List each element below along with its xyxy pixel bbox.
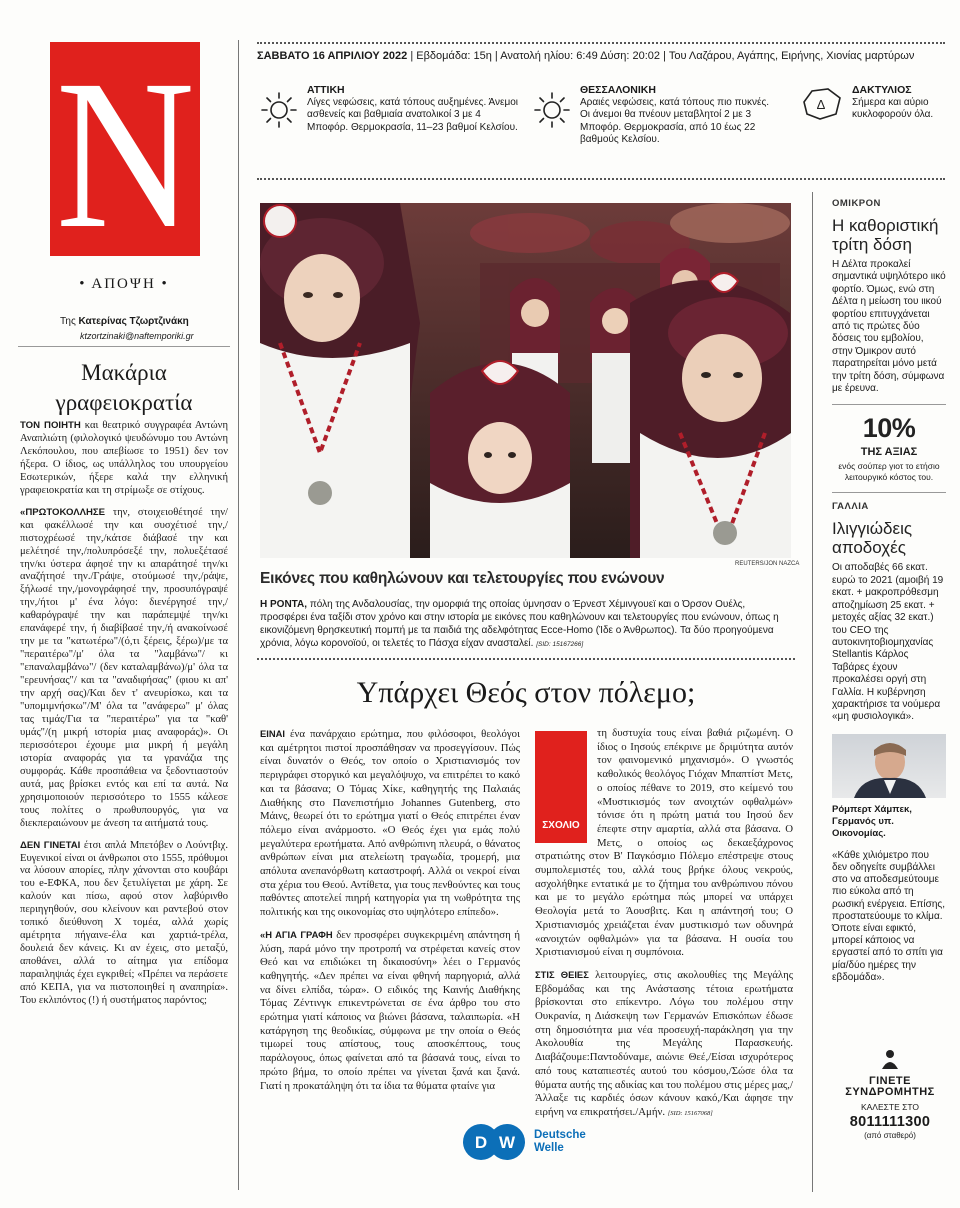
comment-label-box xyxy=(535,731,587,843)
paragraph-lead: ΔΕΝ ΓΙΝΕΤΑΙ xyxy=(20,839,81,851)
name-days: Του Λαζάρου, Αγάπης, Ειρήνης, Χιονίας μαρτύρων xyxy=(668,50,915,62)
opinion-title-line1: Μακάρια xyxy=(81,360,167,385)
subscribe-line2: ΣΥΝΔΡΟΜΗΤΗΣ xyxy=(845,1086,935,1098)
paragraph-lead: ΤΟΝ ΠΟΙΗΤΗ xyxy=(20,420,81,431)
subscribe-heading xyxy=(840,1076,940,1098)
dotted-divider xyxy=(257,658,795,660)
paragraph-lead: ΕΙΝΑΙ xyxy=(260,728,286,739)
subscribe-call: ΚΑΛΕΣΤΕ ΣΤΟ xyxy=(860,1102,920,1112)
article-title: Υπάρχει Θεός στον πόλεμο; xyxy=(356,676,696,709)
dw-letter-w: W xyxy=(498,1133,516,1152)
paragraph-lead: «ΠΡΩΤΟΚΟΛΛΗΣΕ xyxy=(20,506,106,518)
opinion-title xyxy=(18,358,230,418)
weather-region: ΑΤΤΙΚΗ xyxy=(307,84,345,96)
issue-date: ΣΑΒΒΑΤΟ 16 ΑΠΡΙΛΙΟΥ 2022 xyxy=(257,50,408,62)
paragraph-text: έτσι απλά Μπετόβεν ο Λούντβιχ. Ευγενικοί είναι οι άνθρωποι στο 1555, πρόθυμοι να λύσουν απορίες, πλην χάνονται στο κουβάρι του e-ΕΦΚΑ, που δεν ξετυλίγεται με χάρη. Σε καλούν και πίσω, αφού στον λαβύρινθο περιηγηθούν, σου κλείνουν και ραντεβού στον τοπικό διεύθυνση Χ τομέα, αλλά χωρίς αμέτρητα πήγαινε-έλα και χαρτιά-τρέλα, δουλειά δεν κάνεις. Κι αν έχεις, στο μεταξύ, αποθάνει, αλλά το αίτημα για επίδομα παραιληψιάς έχει εγκριθεί; «Πρέπει να περάσετε από ΚΕΠΑ, για να πιστοποιηθεί η αναπηρία». Του εκλιπόντος (!) ή συστήματος παρόντος; xyxy=(20,839,228,1006)
photo-caption-title: Εικόνες που καθηλώνουν και τελετουργίες που ενώνουν xyxy=(260,570,665,587)
dotted-divider xyxy=(257,178,945,180)
caption-text: πόλη της Ανδαλουσίας, την ομορφιά της οποίας ύμνησαν ο Έρνεστ Χέμινγουεϊ και ο Όρσον Ουέλς, προσφέρει ένα ταξίδι στον χρόνο και στην ιστορία με εικόνες που καθηλώνουν και τελετουργίες που ενώνουν, όπως η εικονιζόμενη θρησκευτική πομπή με τα παιδιά της αδελφότητας Ecce-Homo (Ίδε ο Άνθρωπος). Τα δύο προηγούμενα χρόνια, λόγω κορονοϊού, οι τελετές το Πάσχα είχαν ανασταλεί. xyxy=(260,599,779,649)
paragraph xyxy=(20,507,228,831)
procession-children-illustration xyxy=(260,203,791,558)
weather-traffic-ring xyxy=(816,84,947,122)
author-name: Κατερίνας Τζωρτζινάκη xyxy=(78,316,189,327)
article-ref: [SID: 15167068] xyxy=(667,1109,713,1117)
opinion-title-line2: γραφειοκρατία xyxy=(55,390,193,415)
comment-label: ΣΧΟΛΙΟ xyxy=(542,820,580,832)
weather-text: Σήμερα και αύριο κυκλοφορούν όλα. xyxy=(852,96,934,121)
weather-text: Αραιές νεφώσεις, κατά τόπους πιο πυκνές. Οι άνεμοι θα πνέουν μεταβλητοί 2 με 3 Μποφόρ. Θερμοκρασία, από 10 έως 22 βαθμούς Κελσίου. xyxy=(580,96,770,146)
author-byline xyxy=(60,316,189,327)
article-column-1 xyxy=(260,727,520,1101)
sun-cloud-icon xyxy=(532,90,572,130)
person-quote: «Κάθε χιλιόμετρο που δεν οδηγείτε συμβάλλει στο να αποδεσμεύτουμε πιο εύκολα από τη ρωσική ενέργεια. Επίσης, προστατεύουμε το κλίμα. Όποτε είναι εφικτό, μπορεί κάποιος να εργαστεί από το σπίτι για μία/δύο ημέρες την εβδομάδα». xyxy=(832,849,945,983)
paragraph-text: την, στοιχειοθέτησέ την/ και φακέλλωσέ την και συσχέτισέ την,/ πιστοχρέωσέ την,/κάτσε διάβασέ την και μελέτησέ την,/πολυπρόσεξέ την, πολυεξέτασέ την/κι ύστερα άφησέ την κι απαράτησέ την/κι αναζήτησέ την./Γράψε, στούμωσέ την,/ράψε, ξήλωσέ την,/μονογράφησέ την, προσυπόγραψέ την,/ήτοι μ' ένα λόγο: διενέργησέ την,/καθαρόγραψέ την και παράπεμψέ την/κι επανάφερέ την, ή διαβίβασέ την,/ή ανακοίνωσέ την με τα "κατωτέρω"/(ό,τι ξέρεις, ξέρω)/με τα "περαιτέρω"/μ' όλα τα "λαμβάνω"/ κι "επαναλαμβάνω"/ (δεν καταλαμβάνω)/μ' όλα τα "ερευνήσας"/ και τα "αναδιφήσας" (φιου κι απ' την αρχή σας)/Και δεν τ' ανευρίσκω, και τα "υπομιμνήσκω"/Μ' όλα τα "ανάφερω" μ' όλας τας τιμάς/Για τα "περαιτέρω" για τα "καθ' υμάς"/(η μικρή ιστορία μιας αναφοράς)». Οι περισσότεροι έχουμε μια μικρή ή μεγάλη ιστορία αναφοράς για τα γρανάζια της συμφοράς. Κάθε προσπάθεια να ξεδοντιαστούν αυτά, μας βρίσκει εντός και επί τα αυτά. Να χρησιμοποιούν περισσότερο το 1555 κάλεσε τους πολίτες ο πρωθυπουργός, για να διεκπεραιώνουν με άνεση τα αιτήματά τους. xyxy=(20,506,228,829)
weather-attica xyxy=(307,84,522,134)
paragraph xyxy=(20,840,228,1008)
paragraph xyxy=(20,420,228,498)
caption-ref: [SID: 15167266] xyxy=(536,641,584,648)
brief-body: Η Δέλτα προκαλεί σημαντικά υψηλότερο ιικό φορτίο. Όμως, ενώ στη Δέλτα η μείωση του ιικού φορτίου επιτυγχάνεται από τις πρώτες δύο δόσεις του εμβολίου, στην Όμικρον αυτό παρατηρείται μόνο μετά την τρίτη δόση, σύμφωνα με έρευνα. xyxy=(832,259,946,395)
dw-line1: Deutsche xyxy=(534,1129,586,1141)
person-silhouette xyxy=(832,734,946,798)
author-prefix: Της xyxy=(60,316,76,327)
brief-title: Η καθοριστική τρίτη δόση xyxy=(832,216,939,254)
stat-note: ενός σούπερ γιοτ το ετήσιο λειτουργικό κόστος του. xyxy=(838,461,940,483)
caption-lead: Η ΡΟΝΤΑ, xyxy=(260,599,308,610)
photo-caption xyxy=(260,598,792,651)
newspaper-logo xyxy=(50,40,200,273)
sun-cloud-icon xyxy=(259,90,299,130)
subscribe-line1: ΓΙΝΕΤΕ xyxy=(868,1075,911,1087)
weather-region: ΔΑΚΤΥΛΙΟΣ xyxy=(852,84,912,96)
paragraph-text: τη δυστυχία τους είναι βαθιά ριζωμένη. Ο ίδιος ο Ιησούς επέκρινε με δριμύτητα αυτόν τον φαινομενικό μηχανισμό». Ο γνωστός καθολικός θεολόγος Γιόχαν Μπαπτίστ Μετς, ο οποίος πέθανε το 2019, στο κείμενό του «Μυστικισμός των ανοιχτών οφθαλμών» τόνισε ότι η πρώτη ματιά του Ιησού δεν έπεφτε στην αμαρτία, αλλά στα βάσανα. Ο Μετς, ο οποίος ως δεκαεξάχρονος στρατιώτης στον Β' Παγκόσμιο Πόλεμο επέστρεψε στους συμπολεμιστές του, αλλά τους βρήκε όλους νεκρούς, ασχολήθηκε εντατικά με το ζήτημα του ανθρώπινου πόνου και με το μεγάλο ερώτημα πώς μπορεί να υπάρχει Θεολογία μετά το Άουσβιτς. Και η απάντησή του; Ο Χριστιανισμός χρειάζεται έναν μυστικισμό των οδυνηρά «ανοιχτών οφθαλμών» για τα βάσανα. Η ουσία του Χριστιανισμού είναι η συμπόνοια. xyxy=(535,727,793,959)
reader-icon xyxy=(877,1049,903,1069)
person-caption: Ρόμπερτ Χάμπεκ, Γερμανός υπ. Οικονομίας. xyxy=(832,803,912,839)
svg-text:Δ: Δ xyxy=(816,97,826,112)
ring-zone-icon xyxy=(798,86,844,122)
paragraph-text: δεν προσφέρει συγκεκριμένη απάντηση ή λύση, παρά μόνο την προτροπή να στρέφεται κανείς στον Θεό και να επιδιώκει τη δικαιοσύνη» λέει ο Γερμανός καθηγητής. «Δεν πρέπει να είναι φθηνή παρηγοριά, αλλά να δίνει ελπίδα, τώρα». Ο ειδικός της Καινής Διαθήκης Τόμας Ζέντινγκ επικεντρώνεται σε ένα άρθρο του στο ερώτημα γιατί κάποιος να βιώνει βάσανα, ταλαιπωρία. «Η κατάργηση της θεοδικίας, σύμφωνα με την οποία ο Θεός τιμωρεί τους απίστους, τους αποσκέπτους, τους παράλογους, όπως φαίνεται από τα βάσανά τους, είναι το πρώτο βήμα, το οποίο πρέπει να γίνεται ξανά και ξανά. Γιατί η προκατάληψη ότι τα ίδια τα θύματα φταίνε για xyxy=(260,928,520,1092)
paragraph xyxy=(260,727,520,920)
logo-letter: N xyxy=(55,40,195,273)
sunrise-sunset: Ανατολή ηλίου: 6:49 Δύση: 20:02 xyxy=(500,50,661,62)
procession-photo xyxy=(260,203,791,558)
dw-line2: Welle xyxy=(534,1142,564,1154)
stat-percent: 10% xyxy=(862,413,916,444)
date-line: ΣΑΒΒΑΤΟ 16 ΑΠΡΙΛΙΟΥ 2022 | Εβδομάδα: 15η | Ανατολή ηλίου: 6:49 Δύση: 20:02 | Του Λαζάρου, Αγάπης, Ειρήνης, Χιονίας μαρτύρων xyxy=(257,50,915,62)
paragraph xyxy=(535,968,793,1121)
brief-body: Οι αποδαβές 66 εκατ. ευρώ το 2021 (αμοιβή 19 εκατ. + μακροπρόθεσμη αποζημίωση 25 εκατ. + μετοχές αξίας 32 εκατ.) του CEO της αυτοκινητοβιομηχανίας Stellantis Κάρλος Ταβάρες έχουν προκαλέσει οργή στη Γαλλία. Η κυβέρνηση χαρακτήρισε τα νούμερα «μη φυσιολογικά». xyxy=(832,562,944,723)
stat-label: ΤΗΣ ΑΞΙΑΣ xyxy=(860,446,918,459)
paragraph xyxy=(535,727,793,960)
week-number: Εβδομάδα: 15η xyxy=(416,50,492,62)
paragraph-text: και θεατρικό συγγραφέα Αντώνη Αναπλιώτη (φιλολογικό ψευδώνυμο του Αντώνη Λεκόπουλου, που απεβίωσε το 1951) δεν τον ήξερα. Ο ίδιος, ως υπάλληλος του υπουργείου Εσωτερικών, ήξερε καλά την ελληνική γραφειοκρατία και τη στρίμωξε σε στίχους. xyxy=(20,420,228,496)
opinion-body xyxy=(20,420,228,1017)
brief-title: Ιλιγγιώδεις αποδοχές xyxy=(832,519,913,558)
weather-thessaloniki xyxy=(580,84,780,147)
photo-credit: REUTERS/JON NAZCA xyxy=(735,561,800,567)
dw-circle-icon xyxy=(462,1123,528,1161)
person-photo xyxy=(832,734,946,798)
column-divider xyxy=(238,40,239,1190)
subscribe-note: (από σταθερό) xyxy=(864,1131,916,1140)
divider xyxy=(832,492,946,493)
paragraph-lead: ΣΤΙΣ ΘΕΙΕΣ xyxy=(535,968,589,980)
dw-logo xyxy=(462,1122,586,1162)
brief-kicker: ΓΑΛΛΙΑ xyxy=(832,501,869,513)
author-email[interactable]: ktzortzinaki@naftemporiki.gr xyxy=(80,331,194,341)
divider xyxy=(18,346,230,347)
paragraph xyxy=(260,928,520,1093)
briefs-column xyxy=(832,198,946,984)
divider xyxy=(832,404,946,405)
dw-wordmark xyxy=(534,1129,586,1155)
paragraph-text: λειτουργίες, στις ακολουθίες της Μεγάλης Εβδομάδας και της Ανάστασης τέτοια ερωτήματα βρίσκονται στο επίκεντρο. Λόγω του πολέμου στην Ουκρανία, η Διάσκεψη των Γερμανών Επισκόπων έδωσε στη δημοσιότητα μια νέα προσευχή-παράκληση για την Ακολουθία της Μεγάλης Παρασκευής. Διαβάζουμε:Παντοδύναμε, αιώνιε Θεέ,/Είσαι ισχυρότερος από τους καταπιεστές αυτού του κόσμου,/Σώσε όλα τα θύματα αυτής της αδικίας και του πολέμου στις μέρες μας,/Άλλαξε τις καρδιές όσων κάνουν κακό,/Και άφησε την ειρήνη να επικρατήσει./Αμήν. xyxy=(535,968,793,1118)
opinion-column xyxy=(18,40,230,1190)
subscribe-phone[interactable]: 8011111300 xyxy=(849,1114,931,1130)
weather-region: ΘΕΣΣΑΛΟΝΙΚΗ xyxy=(580,84,656,96)
dw-letter-d: D xyxy=(474,1133,488,1152)
brief-kicker: ΟΜΙΚΡΟΝ xyxy=(832,198,881,209)
column-divider xyxy=(812,192,813,1192)
subscription-box[interactable] xyxy=(840,1049,940,1140)
paragraph-lead: «Η ΑΓΙΑ ΓΡΑΦΗ xyxy=(260,928,333,940)
dotted-divider xyxy=(257,42,945,44)
section-label: • ΑΠΟΨΗ • xyxy=(79,276,169,292)
paragraph-text: ένα πανάρχαιο ερώτημα, που φιλόσοφοι, θεολόγοι και αμέτρητοι πιστοί προσπάθησαν να προσεγγίσουν. Πώς είναι δυνατόν ο Θεός, τον οποίο ο Χριστιανισμός τον περιγράφει στοργικό και μεγαλόψυχο, να επιτρέπει το κακό και τα βάσανα; Ο Τόμας Χίκε, καθηγητής της Παλαιάς Διαθήκης στο Πανεπιστήμιο Johannes Gutenberg, στο Μάινς, θεωρεί ότι το ερώτημα γιατί ο Θεός επιτρέπει έναν πόλεμο είναι ανάρμοστο. «Ο Θεός έχει για εμάς πολύ μεγαλύτερα ερωτήματα. Από ανθρώπινη πλευρά, ο θάνατος ανθρώπων είναι μια ατελείωτη τραγωδία, τρομερή, μια απόλυτα ανεπανόρθωτη καταστροφή. Αλλά οι νεκροί είναι στα χέρια του Θεού. Αντίθετα, για τους πενθούντες και τους παθόντες αποτελεί πιηρή κατηγορία για τη νωθρότητα της πολιτικής και της οικονομίας στο υψηλότερο επίπεδο». xyxy=(260,728,520,919)
weather-text: Λίγες νεφώσεις, κατά τόπους αυξημένες. Άνεμοι ασθενείς και βαθμιαία ανατολικοί 3 με 4 Μποφόρ. Θερμοκρασία, 11–23 βαθμοί Κελσίου. xyxy=(307,96,519,133)
article-column-2 xyxy=(535,727,793,1129)
